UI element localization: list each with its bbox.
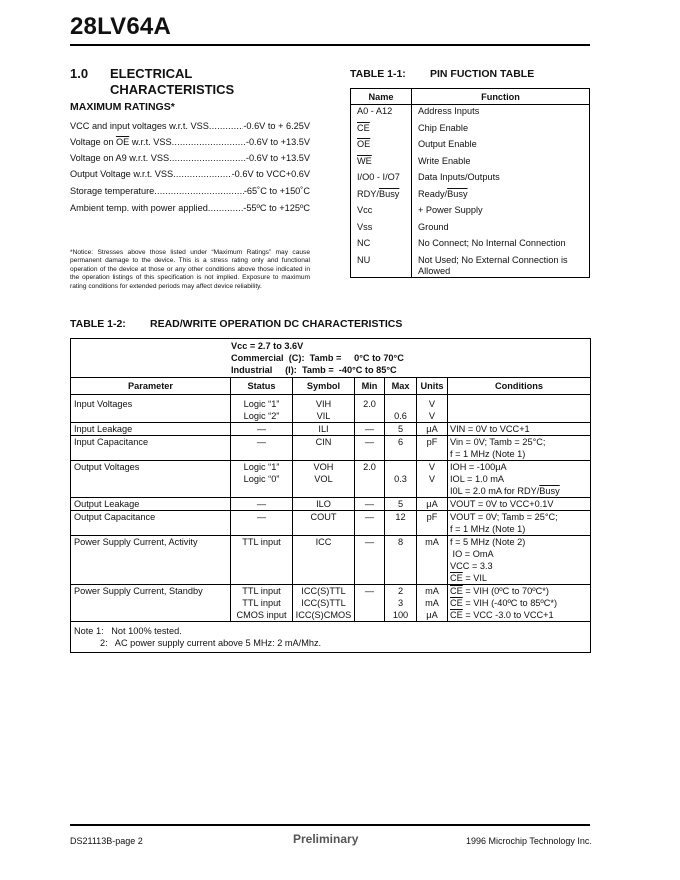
max-cell-line: 2 [397, 586, 404, 596]
min-cell [355, 536, 385, 585]
parameter-cell: Output Voltages [71, 461, 231, 498]
min-cell-line: — [364, 499, 375, 509]
max-cell [385, 585, 417, 622]
pin-function: Data Inputs/Outputs [418, 172, 500, 182]
dc-table-title: READ/WRITE OPERATION DC CHARACTERISTICS [150, 318, 403, 330]
max-cell-line: 5 [397, 499, 404, 509]
pin-function: Not Used; No External Connection is Allowed [418, 254, 568, 276]
conditions-cell-line: IOH = -100μA [450, 462, 507, 472]
dc-row [71, 395, 591, 423]
status-cell [231, 395, 293, 423]
status-cell [231, 461, 293, 498]
parameter-cell: Input Leakage [71, 423, 231, 436]
max-cell [385, 536, 417, 585]
rating-row [70, 121, 310, 131]
units-cell [417, 585, 448, 622]
units-cell-line: μA [426, 610, 438, 620]
status-cell [231, 585, 293, 622]
symbol-cell [293, 461, 355, 498]
rating-label: Storage temperature [70, 186, 155, 196]
conditions-cell-line: I0L = 2.0 mA for RDY/Busy [450, 486, 560, 496]
stress-notice: *Notice: Stresses above those listed under “Maximum Ratings” may cause permanent damage to the device. This is a stress rating only and functional operation of the device at those or any other conditions above those indicated in the operation listings of this specification is not implied. Exposure to maximum rating conditions for extended periods may affect device reliability. [70, 249, 310, 290]
symbol-cell-line: VIL [316, 411, 331, 421]
pin-row [351, 138, 590, 155]
dc-header: Symbol [293, 378, 355, 395]
dc-characteristics-table [70, 338, 591, 653]
pin-function: Chip Enable [418, 122, 469, 133]
dc-row [71, 436, 591, 461]
dc-header: Parameter [71, 378, 231, 395]
pin-table-title: PIN FUCTION TABLE [430, 68, 535, 80]
conditions-cell-line: Vin = 0V; Tamb = 25°C; [450, 437, 546, 447]
units-cell-line: μA [426, 499, 438, 509]
conditions-cell-line: f = 5 MHz (Note 2) [450, 537, 526, 547]
max-cell-line: 8 [397, 537, 404, 547]
rating-label: Output Voltage w.r.t. VSS [70, 169, 174, 179]
dc-row [71, 423, 591, 436]
conditions-cell-line [450, 410, 588, 422]
dc-header: Max [385, 378, 417, 395]
conditions-cell-line: VCC = 3.3 [450, 561, 493, 571]
symbol-cell [293, 436, 355, 461]
conditions-cell-line: $\overline{CE}$ = VIL [450, 573, 488, 583]
pin-row [351, 122, 590, 139]
symbol-cell-line: ILI [318, 424, 329, 434]
conditions-cell-line: $\overline{CE}$ = VIH (0ºC to 70ºC*) [450, 586, 549, 596]
max-cell-line: 100 [392, 610, 409, 620]
footer-page-id: DS21113B-page 2 [70, 836, 143, 846]
symbol-cell [293, 498, 355, 511]
condition-line: Vcc = 2.7 to 3.6V [231, 341, 304, 351]
pin-row [351, 254, 590, 278]
pin-row [351, 155, 590, 172]
min-cell-line: 2.0 [363, 462, 376, 472]
max-cell-line: 0.3 [394, 474, 407, 484]
note-2: 2: AC power supply current above 5 MHz: 2 mA/Mhz. [100, 638, 322, 648]
max-cell [385, 395, 417, 423]
symbol-cell [293, 536, 355, 585]
pin-row [351, 105, 590, 122]
pin-function: No Connect; No Internal Connection [418, 238, 566, 248]
note-1: Note 1: Not 100% tested. [74, 626, 182, 636]
units-cell [417, 511, 448, 536]
conditions-cell [448, 461, 591, 498]
pin-name: I/O0 - I/O7 [351, 171, 412, 188]
symbol-cell-line: VIH [315, 399, 332, 409]
footer-rule [70, 824, 590, 826]
rating-row [70, 137, 310, 147]
rating-label: VCC and input voltages w.r.t. VSS [70, 121, 209, 131]
rating-row [70, 203, 310, 213]
conditions-cell [448, 511, 591, 536]
max-cell-line: 0.6 [394, 411, 407, 421]
min-cell-line: — [364, 512, 375, 522]
pin-name: A0 - A12 [351, 105, 412, 122]
symbol-cell [293, 511, 355, 536]
condition-line: Commercial (C): Tamb = 0°C to 70°C [231, 353, 404, 363]
conditions-cell-line: $\overline{CE}$ = VIH (-40ºC to 85ºC*) [450, 598, 558, 608]
min-cell-line [357, 410, 382, 422]
conditions-cell [448, 436, 591, 461]
min-cell-line [357, 473, 382, 485]
pin-function-table [350, 88, 590, 278]
pin-row [351, 204, 590, 221]
rating-value: -0.6V to +13.5V [245, 153, 310, 163]
max-ratings-heading: MAXIMUM RATINGS* [70, 101, 175, 113]
min-cell [355, 461, 385, 498]
rating-row [70, 186, 310, 196]
parameter-cell: Output Leakage [71, 498, 231, 511]
pin-function: Ground [418, 221, 449, 232]
pin-function: Output Enable [418, 139, 477, 149]
operating-conditions [71, 339, 591, 378]
dc-header: Status [231, 378, 293, 395]
min-cell-line [357, 597, 382, 609]
units-cell-line: mA [425, 598, 439, 608]
min-cell [355, 511, 385, 536]
pin-name: $\overline{OE}$ [351, 138, 412, 155]
dc-row [71, 536, 591, 585]
units-cell-line: pF [426, 512, 438, 522]
parameter-cell: Input Capacitance [71, 436, 231, 461]
rating-label: Voltage on A9 w.r.t. VSS [70, 153, 170, 163]
units-cell [417, 395, 448, 423]
pin-header-name: Name [351, 89, 412, 105]
rating-value: -55ºC to +125ºC [243, 203, 310, 213]
symbol-cell-line: VOL [314, 474, 333, 484]
pin-row [351, 188, 590, 205]
symbol-cell-line: ILO [316, 499, 331, 509]
pin-row [351, 171, 590, 188]
conditions-cell-line: f = 1 MHz (Note 1) [450, 524, 526, 534]
status-cell-line: Logic “1” [243, 399, 280, 409]
status-cell-line: Logic “1” [243, 462, 280, 472]
min-cell [355, 423, 385, 436]
section-number: 1.0 [70, 66, 89, 81]
min-cell-line [357, 609, 382, 621]
symbol-cell-line: ICC [315, 537, 332, 547]
max-cell-line: 6 [397, 437, 404, 447]
max-cell-line: 3 [397, 598, 404, 608]
units-cell [417, 436, 448, 461]
symbol-cell-line: VOH [313, 462, 334, 472]
status-cell-line: — [256, 424, 267, 434]
parameter-cell: Output Capacitance [71, 511, 231, 536]
conditions-cell [448, 498, 591, 511]
dc-table-label: TABLE 1-2: [70, 318, 126, 330]
max-cell [385, 461, 417, 498]
conditions-cell-line [450, 398, 588, 410]
pin-function: Address Inputs [418, 106, 480, 116]
conditions-cell-line: $\overline{CE}$ = VCC -3.0 to VCC+1 [450, 610, 554, 620]
units-cell [417, 536, 448, 585]
table-notes [71, 622, 591, 653]
condition-line: Industrial (I): Tamb = -40°C to 85°C [231, 365, 397, 375]
dc-header: Min [355, 378, 385, 395]
dc-row [71, 511, 591, 536]
max-cell [385, 498, 417, 511]
max-cell-line: 5 [397, 424, 404, 434]
symbol-cell [293, 423, 355, 436]
parameter-cell: Power Supply Current, Activity [71, 536, 231, 585]
symbol-cell-line: COUT [310, 512, 337, 522]
section-title: ELECTRICAL CHARACTERISTICS [110, 66, 235, 97]
status-cell [231, 423, 293, 436]
status-cell-line: — [256, 499, 267, 509]
rating-row [70, 169, 310, 179]
min-cell-line: — [364, 586, 375, 596]
pin-name: NU [351, 254, 412, 278]
symbol-cell-line: ICC(S)TTL [301, 598, 346, 608]
document-title: 28LV64A [70, 13, 172, 40]
units-cell [417, 461, 448, 498]
units-cell-line: V [428, 411, 436, 421]
pin-function: + Power Supply [418, 205, 483, 215]
conditions-cell [448, 395, 591, 423]
max-cell [385, 511, 417, 536]
symbol-cell-line: ICC(S)TTL [301, 586, 346, 596]
units-cell [417, 498, 448, 511]
max-cell [385, 436, 417, 461]
max-cell-line: 12 [395, 512, 406, 522]
dc-row [71, 585, 591, 622]
conditions-cell [448, 585, 591, 622]
status-cell-line: CMOS input [236, 610, 287, 620]
units-cell-line: mA [425, 586, 439, 596]
units-cell-line: pF [426, 437, 438, 447]
pin-name: Vcc [351, 204, 412, 221]
units-cell [417, 423, 448, 436]
min-cell-line: — [364, 537, 375, 547]
conditions-cell-line: VOUT = 0V; Tamb = 25°C; [450, 512, 558, 522]
status-cell-line: TTL input [242, 537, 281, 547]
min-cell [355, 585, 385, 622]
symbol-cell [293, 395, 355, 423]
pin-row [351, 221, 590, 238]
units-cell-line: V [428, 462, 436, 472]
conditions-cell [448, 423, 591, 436]
pin-name: NC [351, 237, 412, 254]
rating-row [70, 153, 310, 163]
units-cell-line: V [428, 399, 436, 409]
dc-table-body [71, 395, 591, 622]
status-cell-line: TTL input [242, 598, 281, 608]
status-cell-line: TTL input [242, 586, 281, 596]
footer-status: Preliminary [293, 832, 359, 846]
symbol-cell [293, 585, 355, 622]
conditions-cell-line: VIN = 0V to VCC+1 [450, 424, 530, 434]
conditions-cell [448, 536, 591, 585]
conditions-cell-line: VOUT = 0V to VCC+0.1V [450, 499, 554, 509]
pin-table-body [351, 105, 590, 278]
pin-table-label: TABLE 1-1: [350, 68, 406, 80]
parameter-cell: Power Supply Current, Standby [71, 585, 231, 622]
symbol-cell-line: ICC(S)CMOS [295, 610, 352, 620]
status-cell-line: Logic “2” [243, 411, 280, 421]
status-cell-line: — [256, 437, 267, 447]
pin-name: Vss [351, 221, 412, 238]
min-cell [355, 395, 385, 423]
rating-value: -0.6V to VCC+0.6V [231, 169, 310, 179]
rating-label: Voltage on $\overline{OE}$ w.r.t. VSS [70, 137, 172, 147]
dc-header: Conditions [448, 378, 591, 395]
pin-name: $\overline{CE}$ [351, 122, 412, 139]
status-cell-line: — [256, 512, 267, 522]
max-cell-line [387, 398, 414, 410]
units-cell-line: μA [426, 424, 438, 434]
rating-value: -0.6V to +13.5V [245, 137, 310, 147]
pin-name: RDY/Busy [351, 188, 412, 205]
min-cell-line: — [364, 424, 375, 434]
parameter-cell: Input Voltages [71, 395, 231, 423]
symbol-cell-line: CIN [315, 437, 332, 447]
title-rule [70, 44, 590, 46]
pin-header-function: Function [412, 89, 590, 105]
dc-row [71, 498, 591, 511]
rating-value: -0.6V to + 6.25V [243, 121, 310, 131]
status-cell [231, 498, 293, 511]
rating-label: Ambient temp. with power applied [70, 203, 208, 213]
status-cell [231, 436, 293, 461]
dc-row [71, 461, 591, 498]
min-cell [355, 436, 385, 461]
min-cell-line: — [364, 437, 375, 447]
status-cell [231, 511, 293, 536]
max-cell [385, 423, 417, 436]
pin-name: $\overline{WE}$ [351, 155, 412, 172]
min-cell-line: 2.0 [363, 399, 376, 409]
footer-copyright: 1996 Microchip Technology Inc. [466, 836, 592, 846]
status-cell-line: Logic “0” [243, 474, 280, 484]
conditions-cell-line: IO = OmA [450, 549, 494, 559]
min-cell [355, 498, 385, 511]
pin-function: Write Enable [418, 155, 471, 166]
conditions-cell-line: IOL = 1.0 mA [450, 474, 505, 484]
pin-function: Ready/Busy [418, 188, 468, 199]
pin-row [351, 237, 590, 254]
conditions-cell-line: f = 1 MHz (Note 1) [450, 449, 526, 459]
max-cell-line [387, 461, 414, 473]
dc-header: Units [417, 378, 448, 395]
units-cell-line: V [428, 474, 436, 484]
units-cell-line: mA [425, 537, 439, 547]
rating-value: -65˚C to +150˚C [243, 186, 310, 196]
status-cell [231, 536, 293, 585]
